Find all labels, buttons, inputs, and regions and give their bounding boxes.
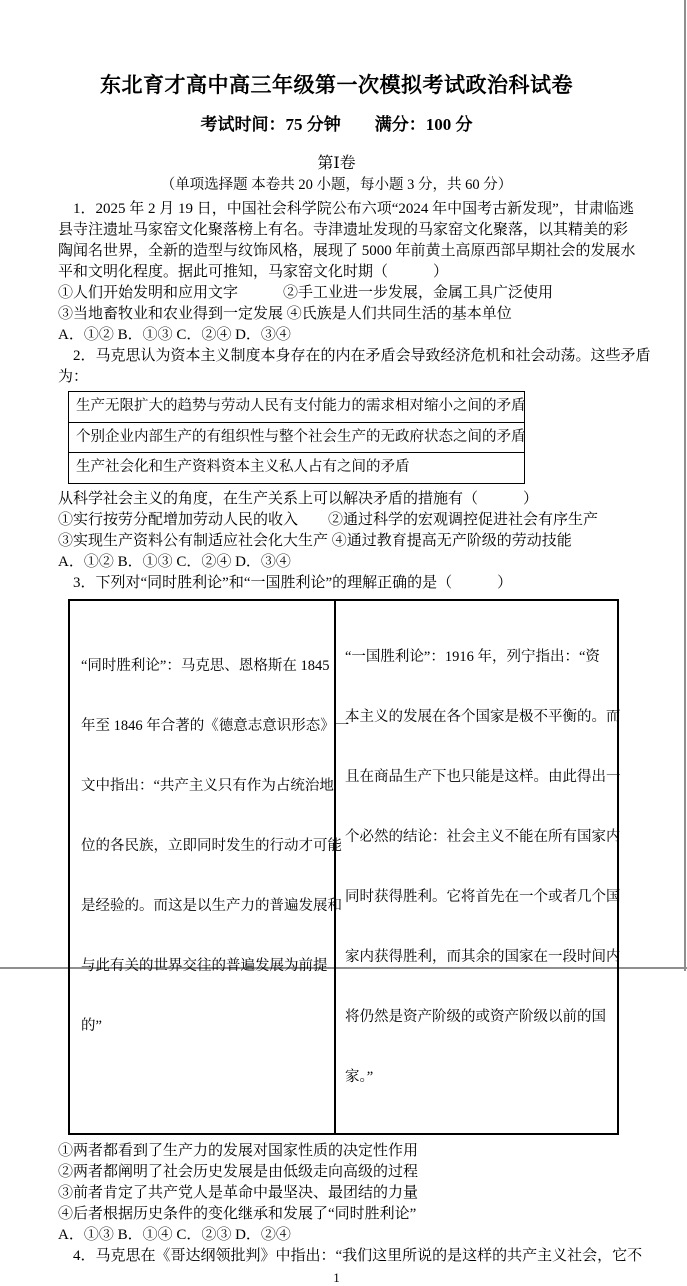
question-1	[58, 199, 636, 346]
q1-option-line: ①人们开始发明和应用文字 ②手工业进一步发展，金属工具广泛使用	[58, 285, 554, 301]
q3-option-line: ②两者都阐明了社会历史发展是由低级走向高级的过程	[58, 1163, 419, 1180]
q1-option-line: ③当地畜牧业和农业得到一定发展 ④氏族是人们共同生活的基本单位	[58, 306, 512, 322]
q2-box-row: 生产无限扩大的趋势与劳动人民有支付能力的需求相对缩小之间的矛盾	[69, 392, 524, 423]
q1-stem-line: 陶闻名世界，全新的造型与纹饰风格，展现了 5000 年前黄土高原西部早期社会的发展水	[58, 243, 636, 259]
q2-option-line: ①实行按劳分配增加劳动人民的收入 ②通过科学的宏观调控促进社会有序生产	[58, 511, 599, 528]
question-2	[58, 346, 651, 573]
scan-edge-right-line	[684, 0, 686, 971]
q2-contradictions-box	[68, 391, 525, 484]
q3-right-line: 本主义的发展在各个国家是极不平衡的。而	[345, 708, 621, 725]
q3-right-line: 家。”	[345, 1068, 374, 1085]
q2-option-line: ③实现生产资料公有制适应社会化大生产 ④通过教育提高无产阶级的劳动技能	[58, 532, 572, 549]
exam-info-line: 考试时间：75 分钟 满分：100 分	[200, 115, 473, 134]
q4-stem-line: 4．马克思在《哥达纲领批判》中指出：“我们这里所说的是这样的共产主义社会，它不	[73, 1247, 643, 1264]
q3-right-line: 同时获得胜利。它将首先在一个或者几个国	[345, 888, 621, 905]
q3-stem-line: 3．下列对“同时胜利论”和“一国胜利论”的理解正确的是（ ）	[73, 574, 513, 591]
q1-stem-line: 1．2025 年 2 月 19 日，中国社会科学院公布六项“2024 年中国考古新发现”，甘肃临逃	[73, 201, 634, 217]
q3-option-line: ④后者根据历史条件的变化继承和发展了“同时胜利论”	[58, 1205, 417, 1222]
q3-answer-line: A．①③ B．①④ C．②③ D．②④	[58, 1226, 291, 1243]
q3-left-line: 文中指出：“共产主义只有作为占统治地	[81, 777, 334, 794]
q3-right-line: 家内获得胜利，而其余的国家在一段时间内	[345, 948, 621, 965]
q3-right-line: 个必然的结论：社会主义不能在所有国家内	[345, 828, 621, 845]
q3-right-line: 将仍然是资产阶级的或资产阶级以前的国	[345, 1008, 606, 1025]
q3-left-line: “同时胜利论”：马克思、恩格斯在 1845	[81, 657, 330, 674]
q3-left-line: 位的各民族，立即同时发生的行动才可能	[81, 837, 342, 854]
q3-left-line: 的”	[81, 1017, 102, 1034]
q3-comparison-table	[68, 599, 619, 1135]
q3-option-line: ③前者肯定了共产党人是革命中最坚决、最团结的力量	[58, 1184, 419, 1201]
q3-left-line: 与此有关的世界交往的普遍发展为前提	[81, 957, 328, 974]
page-title: 东北育才高中高三年级第一次模拟考试政治科试卷	[100, 74, 573, 97]
q3-right-line: 且在商品生产下也只能是这样。由此得出一	[345, 768, 621, 785]
page-content	[58, 0, 651, 1286]
q2-answer-line: A．①② B．①③ C．②④ D．③④	[58, 553, 291, 570]
q3-table-right-cell	[336, 601, 621, 1133]
q2-box-row: 生产社会化和生产资料资本主义私人占有之间的矛盾	[76, 459, 410, 475]
section-title: 第Ⅰ卷	[317, 155, 356, 172]
q3-left-line: 是经验的。而这是以生产力的普遍发展和	[81, 897, 342, 914]
q2-stem-line: 2．马克思认为资本主义制度本身存在的内在矛盾会导致经济危机和社会动荡。这些矛盾	[73, 348, 651, 364]
q1-stem-line: 平和文明化程度。据此可推知，马家窑文化时期（ ）	[58, 264, 449, 280]
q1-answer-line: A．①② B．①③ C．②④ D．③④	[58, 327, 291, 343]
q2-box-row: 个别企业内部生产的有组织性与整个社会生产的无政府状态之间的矛盾	[69, 423, 524, 454]
q3-table-left-cell	[70, 601, 350, 1133]
q3-left-line: 年至 1846 年合著的《德意志意识形态》一	[81, 717, 350, 734]
q2-follow-line: 从科学社会主义的角度，在生产关系上可以解决矛盾的措施有（ ）	[58, 490, 539, 507]
question-4	[58, 1246, 643, 1267]
question-3	[58, 573, 621, 1246]
q2-stem-line: 为：	[58, 369, 89, 385]
q3-option-line: ①两者都看到了生产力的发展对国家性质的决定性作用	[58, 1142, 419, 1159]
q1-stem-line: 县寺注遗址马家窑文化聚落榜上有名。寺津遗址发现的马家窑文化聚落，以其精美的彩	[58, 222, 629, 238]
page-number: 1	[333, 1269, 340, 1285]
section-note: （单项选择题 本卷共 20 小题，每小题 3 分，共 60 分）	[160, 177, 513, 193]
q3-right-line: “一国胜利论”：1916 年，列宁指出：“资	[345, 648, 600, 665]
